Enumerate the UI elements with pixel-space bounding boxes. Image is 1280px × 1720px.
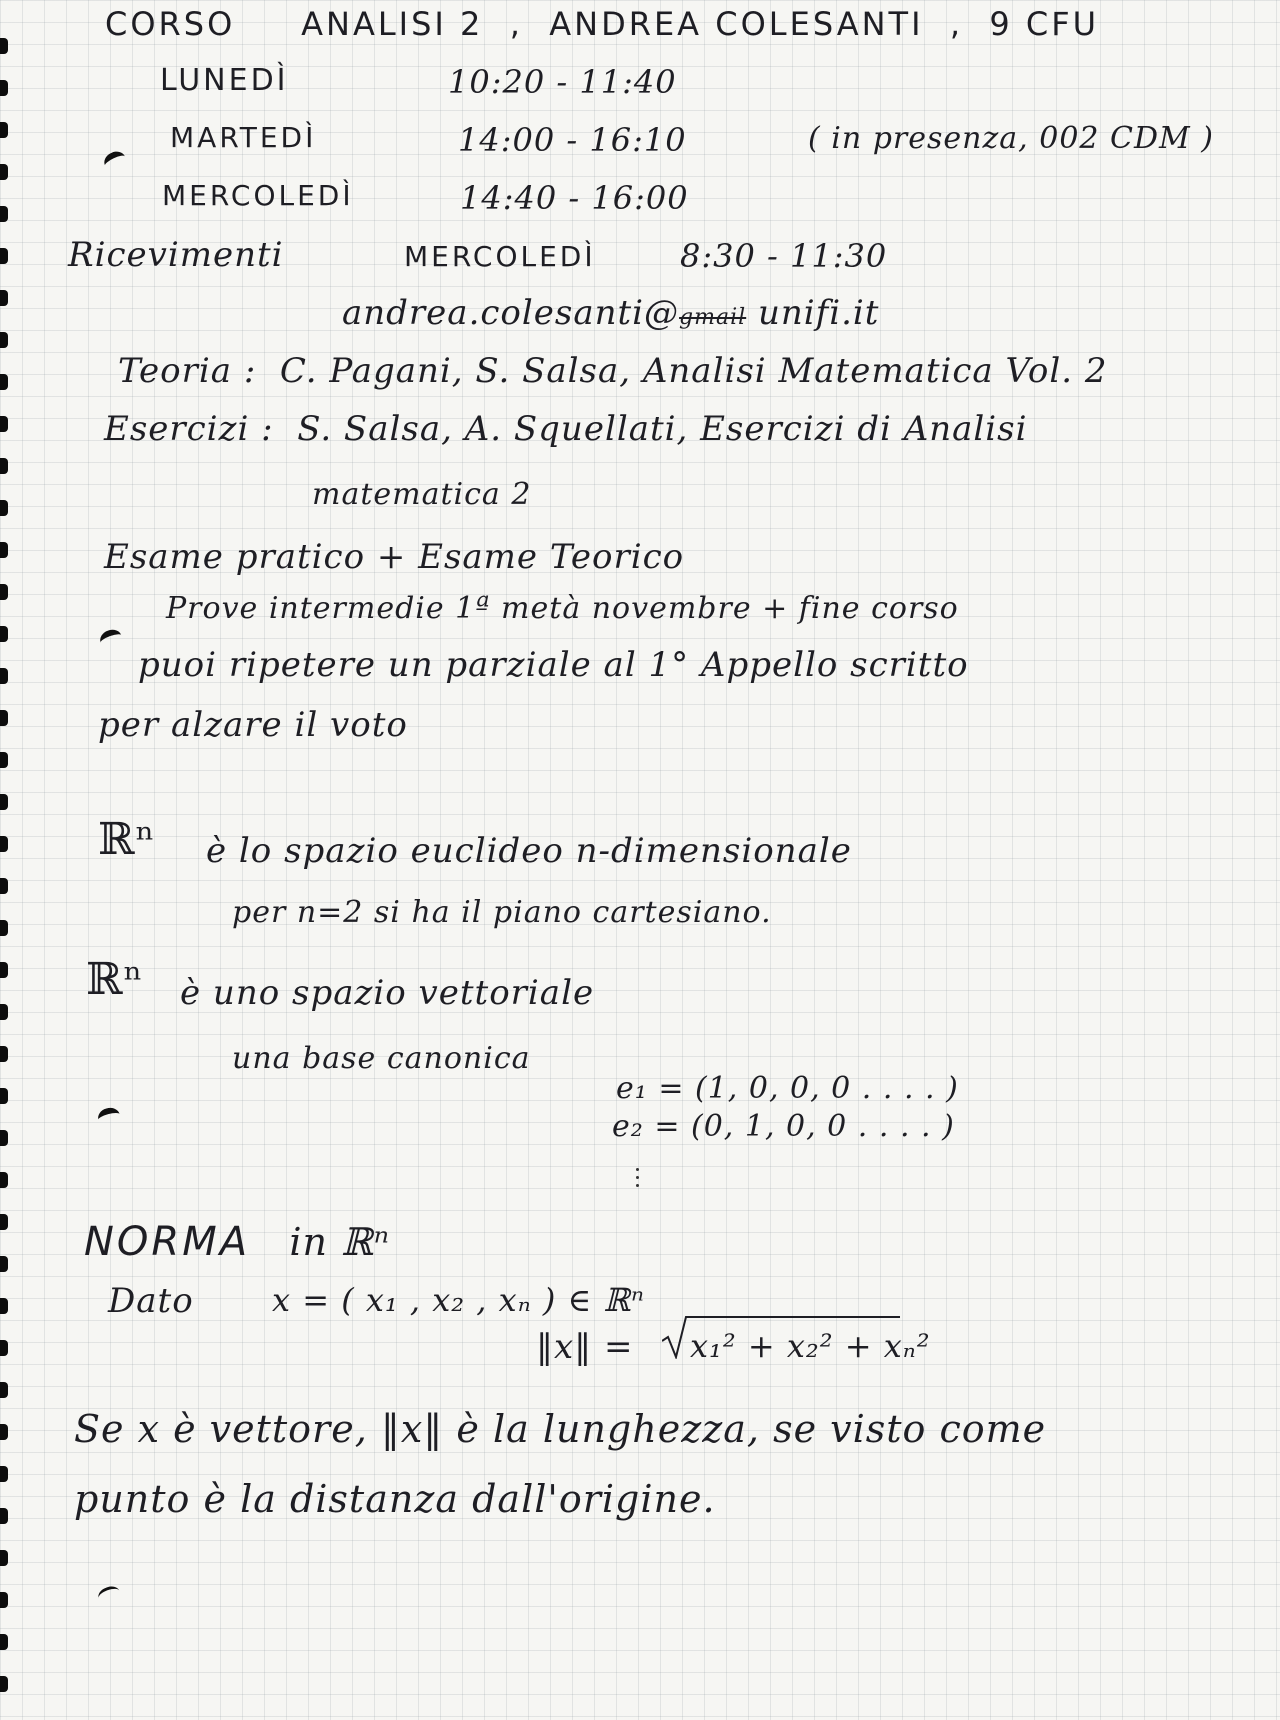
basis-vector-e1: e₁ = (1, 0, 0, 0 . . . . ) [616,1071,959,1106]
teacher-email [342,293,880,333]
schedule-day-monday: LUNEDÌ [160,63,289,98]
binding-hole [0,248,8,264]
schedule-time-monday: 10:20 - 11:40 [448,63,677,101]
binding-hole [0,1130,8,1146]
binding-hole [0,290,8,306]
exam-line-2: Prove intermedie 1ª metà novembre + fine corso [166,591,959,626]
binding-hole [0,836,8,852]
binding-hole [0,1466,8,1482]
course-label: CORSO [105,5,236,43]
schedule-note-tuesday: ( in presenza, 002 CDM ) [808,121,1214,156]
norm-heading [84,1219,391,1265]
email-suffix: unifi.it [758,293,880,333]
binding-hole [0,500,8,516]
exercises-label: Esercizi : [104,409,274,449]
binding-hole [0,122,8,138]
binding-hole [0,668,8,684]
subject-title: ANALISI 2 [301,5,484,43]
norm-title: NORMA [84,1219,251,1265]
header-line [105,5,1100,43]
binding-hole [0,1382,8,1398]
binding-hole [0,1592,8,1608]
dato-label: Dato [108,1281,194,1321]
binding-hole [0,1340,8,1356]
ink-mark [98,627,125,651]
dato-expression: x = ( x₁ , x₂ , xₙ ) ∈ ℝⁿ [272,1281,645,1319]
vertical-ellipsis [636,1168,640,1192]
exam-line-3: puoi ripetere un parziale al 1° Appello scritto [138,645,969,685]
credits-label: 9 CFU [989,5,1100,43]
schedule-time-tuesday: 14:00 - 16:10 [458,121,687,159]
binding-hole [0,38,8,54]
ink-mark [101,148,129,174]
email-prefix: andrea.colesanti@ [342,293,680,333]
binding-hole [0,1256,8,1272]
binding-hole [0,542,8,558]
schedule-day-tuesday: MARTEDÌ [170,121,317,154]
final-remark-line-2: punto è la distanza dall'origine. [74,1477,716,1521]
binding-hole [0,710,8,726]
schedule-day-wednesday: MERCOLEDÌ [162,179,354,212]
theory-book [118,351,1108,391]
binding-hole [0,1088,8,1104]
binding-hole [0,458,8,474]
separator: , [509,5,523,43]
ink-mark [96,1105,122,1128]
schedule-time-wednesday: 14:40 - 16:00 [460,179,689,217]
rn-vector-space-text: è uno spazio vettoriale [180,973,595,1013]
rn-euclidean-text: è lo spazio euclideo n-dimensionale [206,831,852,871]
binding-hole [0,878,8,894]
binding-hole [0,752,8,768]
binding-hole [0,1550,8,1566]
exam-line-1: Esame pratico + Esame Teorico [104,537,685,577]
binding-hole [0,1298,8,1314]
binding-hole [0,416,8,432]
binding-hole [0,962,8,978]
binding-hole [0,1214,8,1230]
canonical-basis-text: una base canonica [232,1041,531,1076]
ink-mark [96,1584,122,1606]
norm-lhs: ‖x‖ = [536,1327,634,1367]
binding-hole [0,1634,8,1650]
binding-hole [0,1508,8,1524]
basis-vector-e2: e₂ = (0, 1, 0, 0 . . . . ) [612,1109,955,1144]
binding-hole [0,1676,8,1692]
binding-hole [0,1424,8,1440]
office-hours-time: 8:30 - 11:30 [680,237,888,275]
exercises-text: S. Salsa, A. Squellati, Esercizi di Analisi [297,409,1028,449]
office-hours-label: Ricevimenti [68,235,284,275]
exercises-book-cont: matematica 2 [312,477,532,512]
separator: , [949,5,964,43]
teacher-name: ANDREA COLESANTI [549,5,924,43]
binding-hole [0,794,8,810]
norm-rhs: x₁² + x₂² + xₙ² [690,1327,931,1365]
binding-hole [0,374,8,390]
binding-hole [0,1004,8,1020]
exam-line-4: per alzare il voto [98,705,408,745]
office-hours-day: MERCOLEDÌ [404,240,596,273]
binding-hole [0,1172,8,1188]
binding-hole [0,920,8,936]
rn-symbol: ℝⁿ [86,954,144,1005]
spiral-binding [0,0,14,1720]
email-struck-text: gmail [679,305,747,330]
binding-hole [0,584,8,600]
binding-hole [0,80,8,96]
norm-in-rn: in ℝⁿ [289,1220,391,1264]
binding-hole [0,1046,8,1062]
binding-hole [0,332,8,348]
rn-symbol: ℝⁿ [98,814,156,865]
theory-label: Teoria : [118,351,257,391]
theory-text: C. Pagani, S. Salsa, Analisi Matematica Vol. 2 [279,351,1108,391]
binding-hole [0,206,8,222]
binding-hole [0,164,8,180]
rn-plane-text: per n=2 si ha il piano cartesiano. [232,895,772,930]
exercises-book [104,409,1028,449]
final-remark-line-1: Se x è vettore, ‖x‖ è la lunghezza, se visto come [74,1407,1047,1451]
binding-hole [0,626,8,642]
